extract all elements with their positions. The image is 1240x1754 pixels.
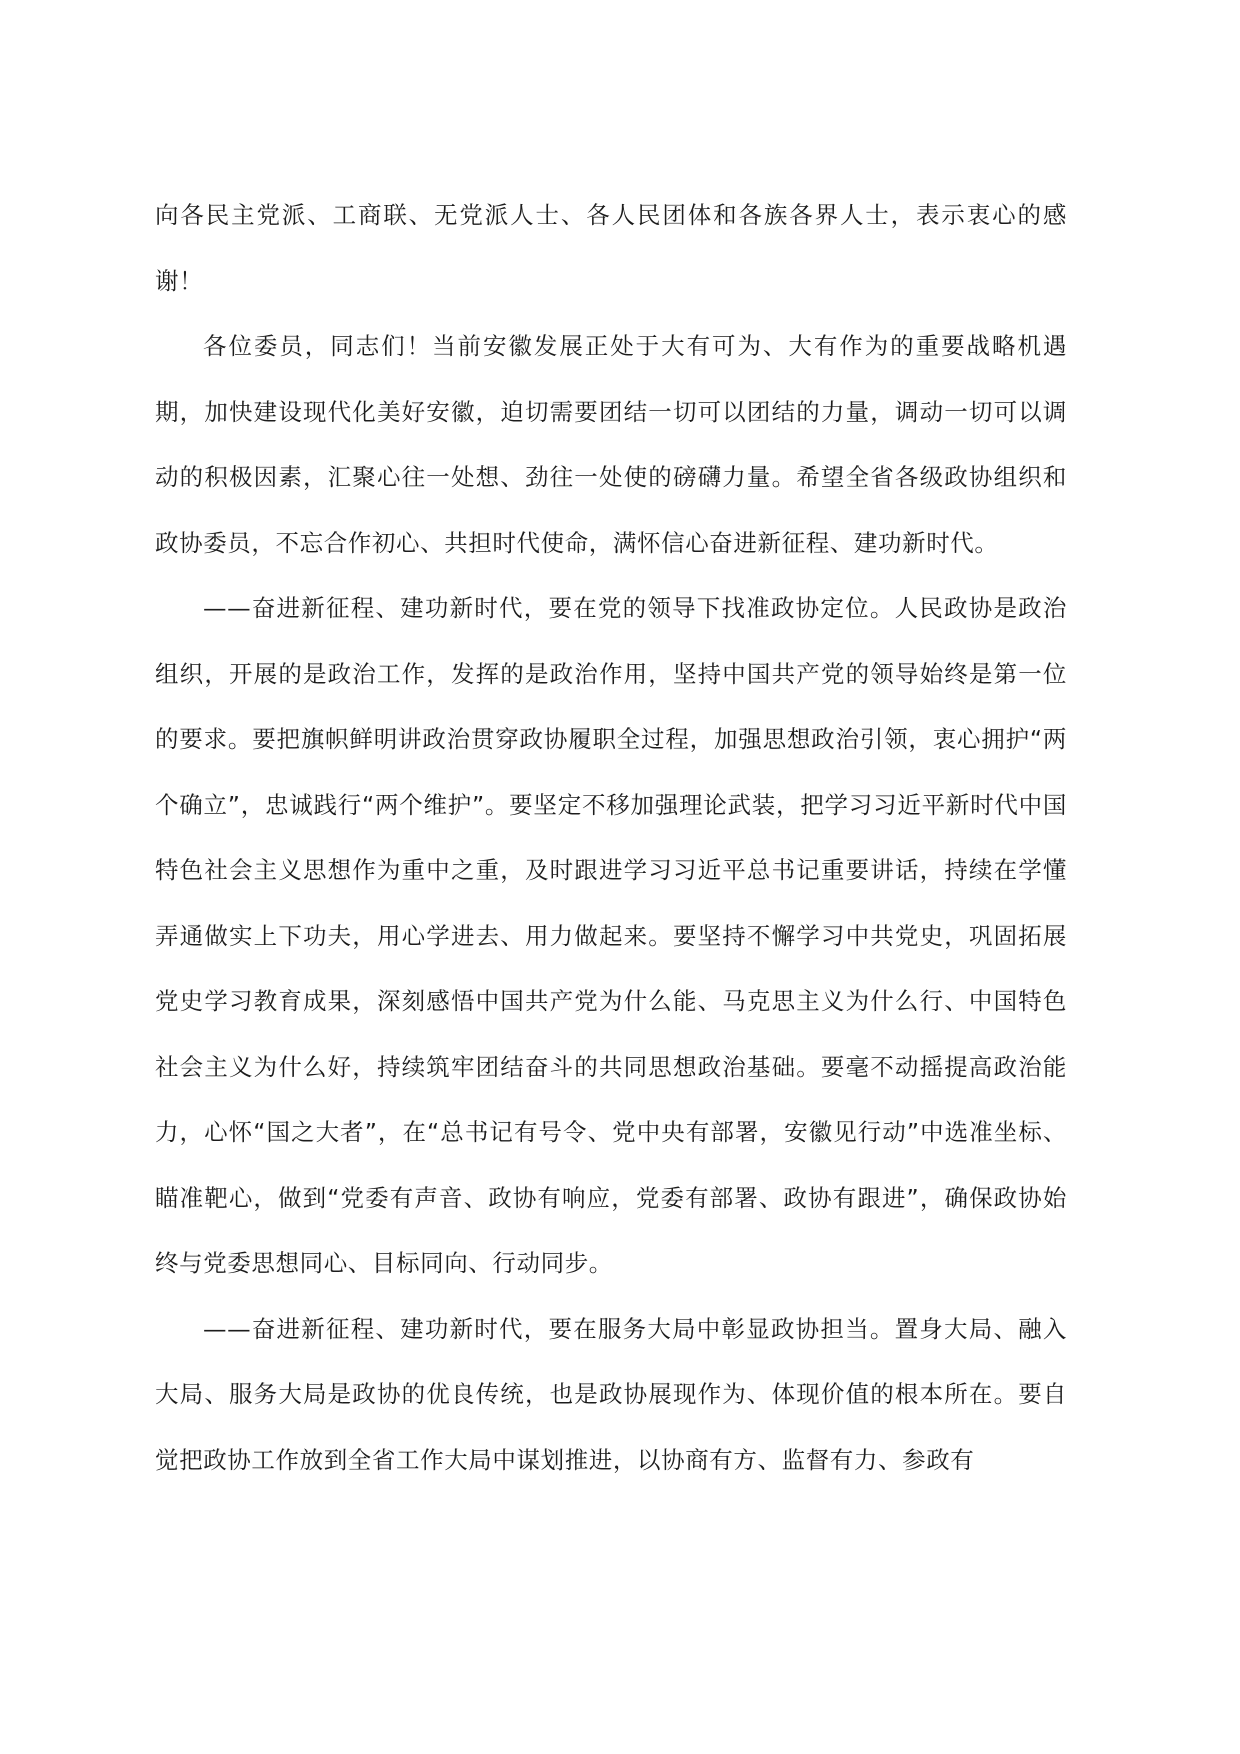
paragraph-address-members: 各位委员，同志们！当前安徽发展正处于大有可为、大有作为的重要战略机遇期，加快建设现代化美好安徽，迫切需要团结一切可以团结的力量，调动一切可以调动的积极因素，汇聚心往一处想、劲往一处使的磅礴力量。希望全省各级政协组织和政协委员，不忘合作初心、共担时代使命，满怀信心奋进新征程、建功新时代。 (155, 332, 1067, 557)
paragraph-continuation: 向各民主党派、工商联、无党派人士、各人民团体和各族各界人士，表示衷心的感谢！ (155, 201, 1067, 295)
document-body (155, 183, 1067, 1493)
paragraph-party-leadership: ——奋进新征程、建功新时代，要在党的领导下找准政协定位。人民政协是政治组织，开展的是政治工作，发挥的是政治作用，坚持中国共产党的领导始终是第一位的要求。要把旗帜鲜明讲政治贯穿政协履职全过程，加强思想政治引领，衷心拥护“两个确立”，忠诚践行“两个维护”。要坚定不移加强理论武装，把学习习近平新时代中国特色社会主义思想作为重中之重，及时跟进学习习近平总书记重要讲话，持续在学懂弄通做实上下功夫，用心学进去、用力做起来。要坚持不懈学习中共党史，巩固拓展党史学习教育成果，深刻感悟中国共产党为什么能、马克思主义为什么行、中国特色社会主义为什么好，持续筑牢团结奋斗的共同思想政治基础。要毫不动摇提高政治能力，心怀“国之大者”，在“总书记有号令、党中央有部署，安徽见行动”中选准坐标、瞄准靶心，做到“党委有声音、政协有响应，党委有部署、政协有跟进”，确保政协始终与党委思想同心、目标同向、行动同步。 (155, 594, 1067, 1277)
paragraph-serve-overall-situation: ——奋进新征程、建功新时代，要在服务大局中彰显政协担当。置身大局、融入大局、服务大局是政协的优良传统，也是政协展现作为、体现价值的根本所在。要自觉把政协工作放到全省工作大局中谋划推进，以协商有方、监督有力、参政有 (155, 1314, 1067, 1474)
